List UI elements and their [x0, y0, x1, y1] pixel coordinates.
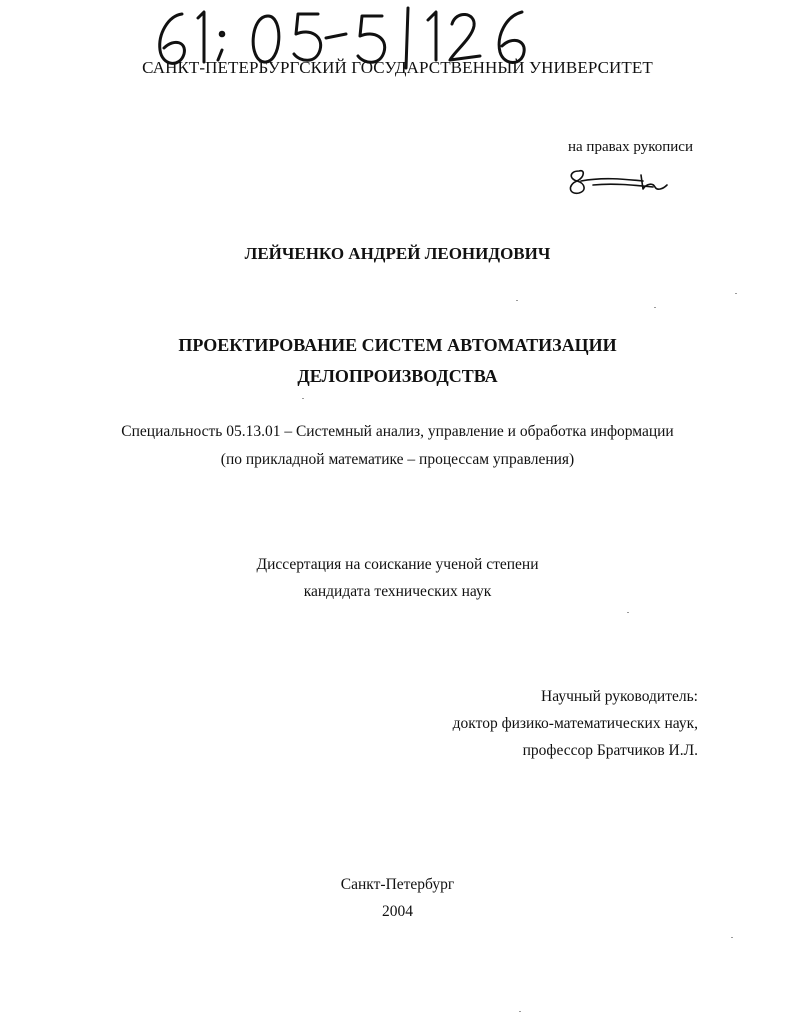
dissertation-title-line-2: ДЕЛОПРОИЗВОДСТВА: [297, 366, 498, 386]
advisor-name: профессор Братчиков И.Л.: [522, 742, 698, 759]
scan-speck: [731, 937, 733, 938]
scan-speck: [627, 612, 629, 613]
scan-speck: [302, 398, 304, 399]
scan-speck: [654, 307, 656, 308]
signature: [563, 165, 673, 197]
advisor-heading: Научный руководитель:: [541, 688, 698, 705]
scan-speck: [516, 300, 518, 301]
degree-line-2: кандидата технических наук: [303, 583, 492, 600]
scan-speck: [519, 1011, 521, 1012]
specialty-line-2: (по прикладной математике – процессам управления): [220, 451, 575, 468]
dissertation-title-line-1: ПРОЕКТИРОВАНИЕ СИСТЕМ АВТОМАТИЗАЦИИ: [178, 335, 617, 355]
author-name: ЛЕЙЧЕНКО АНДРЕЙ ЛЕОНИДОВИЧ: [244, 244, 551, 263]
manuscript-rights-note: на правах рукописи: [568, 139, 693, 155]
city: Санкт-Петербург: [340, 876, 455, 893]
year: 2004: [382, 903, 413, 920]
degree-line-1: Диссертация на соискание ученой степени: [256, 556, 539, 573]
advisor-degree: доктор физико-математических наук,: [452, 715, 698, 732]
specialty-line-1: Специальность 05.13.01 – Системный анализ, управление и обработка информации: [121, 423, 674, 440]
university-name: САНКТ-ПЕТЕРБУРГСКИЙ ГОСУДАРСТВЕННЫЙ УНИВЕРСИТЕТ: [142, 58, 653, 77]
scan-speck: [735, 293, 737, 294]
